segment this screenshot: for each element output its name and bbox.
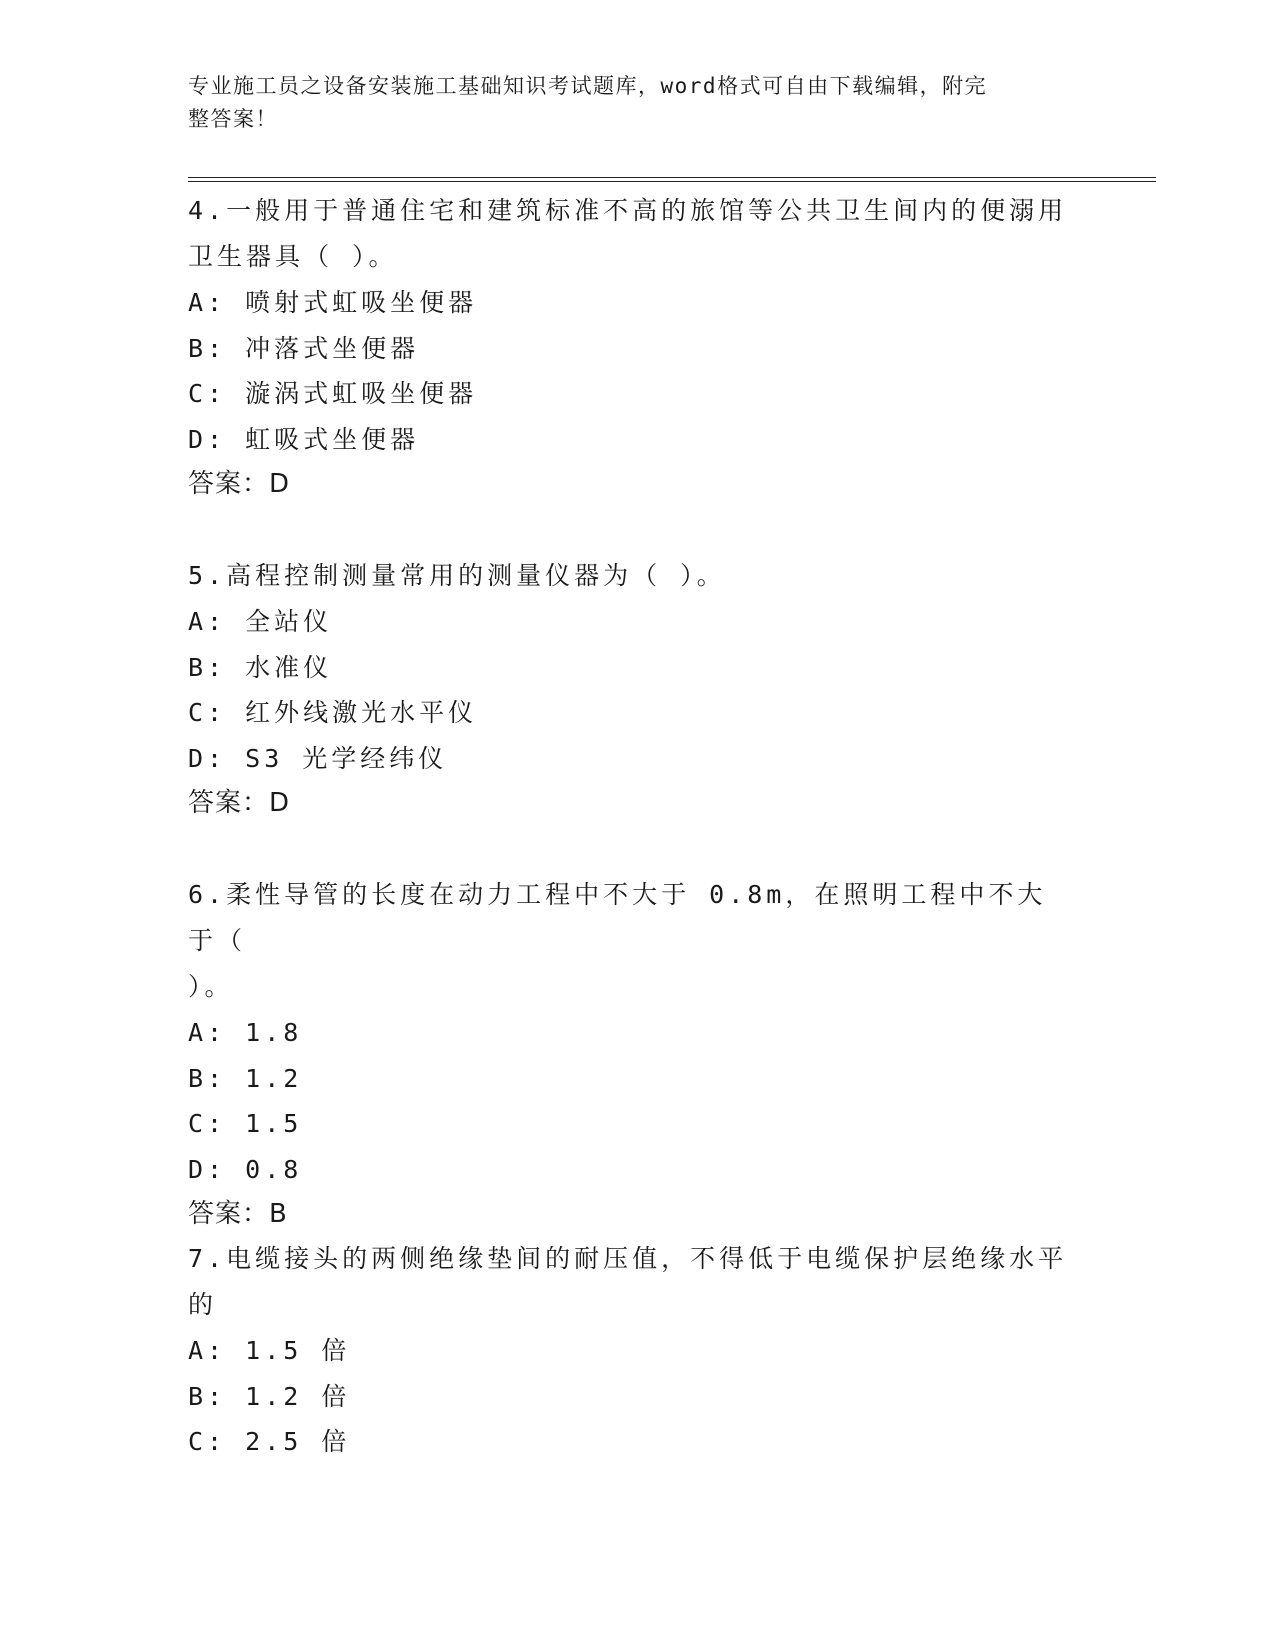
question-stem-line-1: 5.高程控制测量常用的测量仪器为（ ）。: [188, 561, 726, 590]
option-b: B: 水准仪: [188, 652, 333, 682]
document-header: [188, 70, 1068, 136]
question-7: [188, 1236, 1068, 1465]
answer: 答案：D: [188, 788, 291, 819]
option-a: A: 1.8: [188, 1018, 303, 1047]
option-a: A: 喷射式虹吸坐便器: [188, 288, 478, 317]
question-4: [188, 188, 1068, 508]
option-b: B: 1.2: [188, 1063, 303, 1093]
answer: 答案：B: [188, 1199, 288, 1230]
option-d: D: 虹吸式坐便器: [188, 424, 420, 454]
question-6: [188, 872, 1068, 1238]
question-stem: [188, 872, 1068, 1010]
option-a: A: 1.5 倍: [188, 1336, 351, 1365]
question-stem-line-2: 卫生器具（ ）。: [188, 242, 398, 271]
question-stem-line-2: ）。: [188, 972, 234, 1001]
option-c: C: 红外线激光水平仪: [188, 698, 478, 728]
header-divider-top: [188, 177, 1156, 178]
question-stem-line-1: 4.一般用于普通住宅和建筑标准不高的旅馆等公共卫生间内的便溺用: [188, 196, 1068, 225]
question-stem: [188, 1236, 1068, 1328]
option-c: C: 1.5: [188, 1109, 303, 1139]
header-divider-bottom: [188, 181, 1156, 182]
option-d: D: S3 光学经纬仪: [188, 743, 448, 773]
question-stem: [188, 553, 1068, 599]
option-b: B: 1.2 倍: [188, 1381, 351, 1411]
option-c: C: 漩涡式虹吸坐便器: [188, 379, 478, 409]
option-c: C: 2.5 倍: [188, 1427, 351, 1457]
option-d: D: 0.8: [188, 1154, 303, 1184]
question-stem: [188, 188, 1068, 280]
header-line-2: 整答案！: [188, 107, 278, 131]
question-stem-line-2: 的: [188, 1290, 218, 1319]
answer: 答案：D: [188, 469, 291, 500]
option-b: B: 冲落式坐便器: [188, 333, 420, 363]
question-stem-line-1: 7.电缆接头的两侧绝缘垫间的耐压值，不得低于电缆保护层绝缘水平: [188, 1244, 1068, 1273]
header-line-1: 专业施工员之设备安装施工基础知识考试题库，word格式可自由下载编辑，附完: [188, 74, 988, 98]
option-a: A: 全站仪: [188, 607, 333, 636]
question-5: [188, 553, 1068, 827]
question-stem-line-1: 6.柔性导管的长度在动力工程中不大于 0.8m，在照明工程中不大于（: [188, 880, 1047, 955]
